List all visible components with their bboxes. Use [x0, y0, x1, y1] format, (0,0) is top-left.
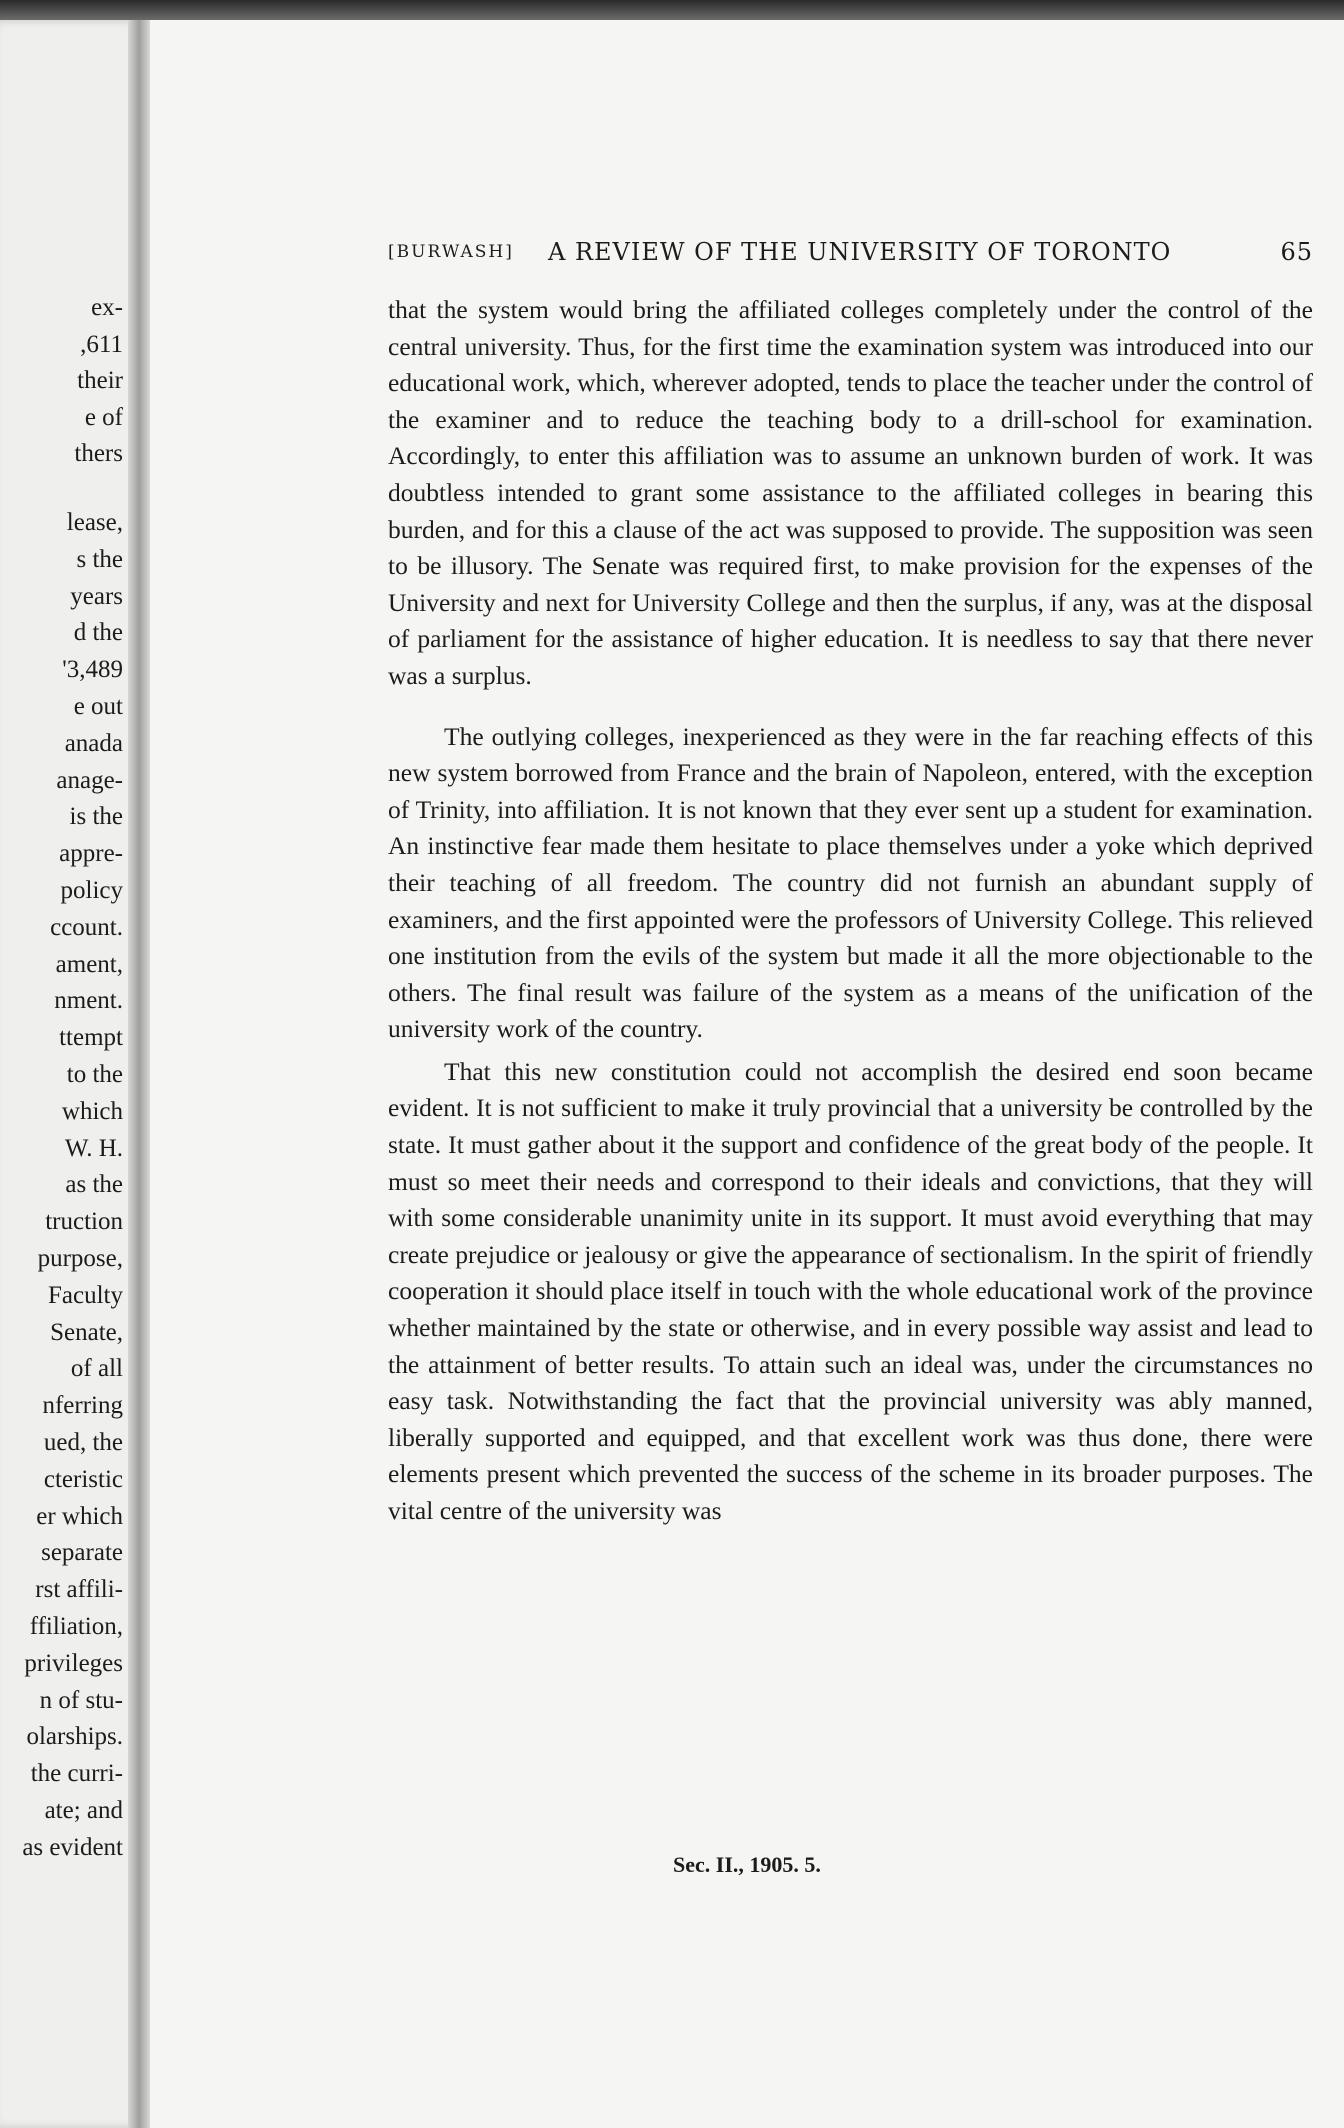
document-page [150, 20, 1344, 2128]
facing-page-fragment: '3,489 [62, 656, 123, 684]
facing-page-fragment: ,611 [80, 330, 123, 358]
facing-page-fragment: W. H. [64, 1134, 123, 1162]
facing-page-fragment: e out [73, 693, 123, 720]
facing-page-fragment: which [61, 1097, 123, 1125]
facing-page-fragment: as the [65, 1171, 123, 1199]
facing-page-fragment: ffiliation, [29, 1613, 123, 1640]
facing-page-fragment: ate; and [44, 1797, 123, 1824]
running-header [388, 238, 1313, 274]
facing-page-fragment: as evident [22, 1833, 123, 1861]
facing-page-fragment: truction [45, 1208, 123, 1236]
author-tag: [BURWASH] [388, 242, 514, 262]
facing-page-fragment: ex- [91, 294, 123, 321]
paragraph-1: that the system would bring the affiliated colleges completely under the control of the central university. Thus, for the first time the examination system was introduced into our educational work, which, wherever adopted, tends to place the teacher under the control of the examiner and to reduce the teaching body to a drill-school for examination. Accordingly, to enter this affiliation was to assume an unknown burden of work. It was doubtless intended to grant some assistance to the affiliated colleges in bearing this burden, and for this a clause of the act was supposed to provide. The supposition was seen to be illusory. The Senate was required first, to make provision for the expenses of the University and next for University College and then the surplus, if any, was at the disposal of parliament for the assistance of higher education. It is needless to say that there never was a surplus. [388, 295, 1313, 690]
facing-page-fragment: thers [74, 440, 123, 468]
facing-page-fragment: lease, [66, 509, 123, 536]
scan-top-border [0, 0, 1344, 20]
facing-page-fragment: rst affili- [35, 1576, 123, 1604]
facing-page-fragment: years [70, 582, 123, 610]
body-text [388, 292, 1313, 1530]
facing-page-fragment: anage- [56, 766, 123, 794]
paragraph-2: The outlying colleges, inexperienced as they were in the far reaching effects of this new system borrowed from France and the brain of Napoleon, entered, with the exception of Trinity, into affiliation. It is not known that they ever sent up a student for examination. An instinctive fear made them hesitate to place themselves under a yoke which deprived their teaching of all freedom. The country did not furnish an abundant supply of examiners, and the first appointed were the professors of University College. This relieved one institution from the evils of the system but made it all the more objectionable to the others. The final result was failure of the system as a means of the unification of the university work of the country. [388, 721, 1313, 1044]
facing-page-fragment: cteristic [43, 1465, 123, 1493]
facing-page-fragment: e of [84, 403, 123, 431]
facing-page-fragment: anada [64, 729, 123, 757]
facing-page-fragment: purpose, [37, 1245, 123, 1272]
facing-page-fragment: privileges [24, 1649, 123, 1677]
facing-page-fragment: Senate, [50, 1318, 123, 1346]
facing-page-fragment: of all [70, 1355, 123, 1383]
facing-page-fragment: d the [73, 619, 123, 647]
page-number: 65 [1280, 238, 1313, 266]
facing-page-fragment: nment. [54, 987, 123, 1015]
facing-page-fragment: olarships. [26, 1723, 123, 1751]
paragraph-3: That this new constitution could not accomplish the desired end soon became evident. It is not sufficient to make it truly provincial that a university be controlled by the state. It must gather about it the support and confidence of the great body of the people. It must so meet their needs and correspond to their ideals and convictions, that they will with some considerable unanimity unite in its support. It must avoid everything that may create prejudice or jealousy or give the appearance of sectionalism. In the spirit of friendly cooperation it should place itself in touch with the whole educational work of the province whether maintained by the state or otherwise, and in every possible way assist and lead to the attainment of better results. To attain such an ideal was, under the circumstances no easy task. Notwithstanding the fact that the provincial university was ably manned, liberally supported and equipped, and that excellent work was thus done, there were elements present which prevented the success of the scheme in its broader purposes. The vital centre of the university was [388, 1056, 1313, 1525]
facing-page-fragment: ccount. [50, 913, 123, 941]
facing-page-fragment: policy [60, 877, 123, 904]
facing-page-fragment: to the [66, 1061, 123, 1088]
facing-page-fragment: ttempt [59, 1024, 123, 1052]
page-gutter [128, 20, 150, 2128]
facing-page-fragment: is the [69, 803, 123, 831]
facing-page [0, 20, 145, 2128]
signature-mark: Sec. II., 1905. 5. [673, 1852, 821, 1877]
facing-page-fragment: appre- [59, 840, 123, 868]
facing-page-fragment: Faculty [48, 1281, 123, 1309]
facing-page-fragment: separate [41, 1539, 123, 1567]
facing-page-fragment: the curri- [30, 1760, 123, 1788]
facing-page-fragment: nferring [42, 1392, 123, 1420]
header-title: A REVIEW OF THE UNIVERSITY OF TORONTO [548, 238, 1172, 266]
facing-page-fragment: their [77, 367, 123, 395]
facing-page-fragment: ued, the [43, 1429, 123, 1456]
facing-page-fragment: ament, [55, 950, 123, 978]
facing-page-fragment: n of stu- [39, 1686, 123, 1714]
facing-page-fragment: s the [76, 545, 123, 573]
facing-page-fragment: er which [36, 1502, 123, 1530]
